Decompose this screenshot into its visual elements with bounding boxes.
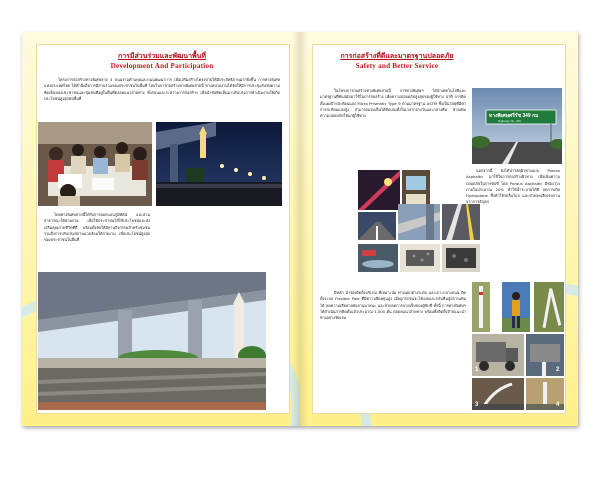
- road-night-photo: [358, 212, 396, 240]
- park-under-expressway-photo: [38, 272, 266, 410]
- pole-test-truck-photo: [472, 334, 524, 376]
- brochure-spread: [22, 32, 578, 426]
- pole-restored-photo: [526, 378, 564, 410]
- highway-sign-sub: Highway No. 349: [498, 119, 521, 123]
- left-paragraph-1: โครงการก่อสร้างทางพิเศษสาย 4 ถนนรามคำแหงและถนนพัฒนาการ เพื่อเสริมสร้างโครงข่ายให้มีประสิทธิภาพมากยิ่งขึ้น การทางพิเศษแห่งประเทศไทย ได้คำนึงถึงการมีส่วนร่วมของประชาชนในพื้นที่ โดยในการก่อสร้างทางพิเศษสายนี้ ทางหน่วยงานได้จัดให้มีการประชุมรับฟังความคิดเห็นของประชาชนและชุมชนที่อยู่ในพื้นที่ตลอดแนวสายทาง ทั้งก่อนและระหว่างการก่อสร้าง เพื่อนำข้อคิดเห็นมาปรับปรุงการดำเนินงานให้เกิดประโยชน์สูงสุดต่อพื้นที่: [44, 77, 280, 101]
- left-page: [22, 32, 300, 426]
- meeting-photo: [38, 122, 152, 206]
- wet-road-photo: [358, 244, 398, 272]
- photo-number-3: 3: [475, 402, 479, 408]
- asphalt-sample-photo: [400, 244, 440, 272]
- pole-impact-photo: [526, 334, 564, 376]
- left-title-th: การมีส่วนร่วมและพัฒนาพื้นที่: [117, 52, 207, 60]
- right-title-en: Safety and Better Service: [355, 62, 439, 70]
- right-paragraph-3: มีหลัก นำร่องติดตั้งบริเวณ ที่เหมาะสม ทางแยกต่างระดับ และเกาะกลางถนน ติดตั้งระบบ Flexible Pole ที่มีความยืดหยุ่นสูง เมื่อถูกรถชนจะโค้งงอและกลับคืนสู่สภาพเดิมได้ ลดความเสียหายต่อยานพาหนะ และช่วยลดการบาดเจ็บของผู้ขับขี่ ทั้งนี้ การทางพิเศษฯ ได้ดำเนินการติดตั้งแล้วประมาณ 1,500 ต้น ตลอดแนวสายทาง พร้อมทั้งติดตั้งป้ายแนะนำทางอย่างชัดเจน: [320, 290, 466, 321]
- reflective-sign-photo: [358, 170, 400, 210]
- photo-number-2: 2: [556, 367, 560, 373]
- flexible-pole-photo: [472, 282, 490, 332]
- page-gutter: [292, 32, 308, 426]
- photo-number-1: 1: [475, 367, 479, 373]
- right-paragraph-2: นอกจากนี้ ยังได้นำวัสดุผิวทางแบบ Porous Asphaltic มาใช้ในการก่อสร้างผิวทาง เพื่อเพิ่มความปลอดภัยในการขับขี่ โดย Porous Asphaltic มีช่องว่างภายในประมาณ 20% ทำให้น้ำระบายได้ดี ลดการเกิด Hydroplane ซึ่งทำให้รถลื่นไถล และช่วยลดเสียงรบกวนจากการสัญจร: [466, 168, 560, 205]
- right-paragraph-1: ในโครงการก่อสร้างทางพิเศษสายนี้ การทางพิเศษฯ ได้นำเทคโนโลยีและมาตรฐานที่ทันสมัยมาใช้ในการก่อสร้าง เพื่อความปลอดภัยสูงสุดของผู้ใช้ทาง อาทิ การติดตั้งแผงป้ายสะท้อนแสง Micro Prismatic Type 9 ตามมาตรฐาน ASTM ซึ่งเป็นวัสดุที่มีค่าการสะท้อนแสงสูง สามารถมองเห็นได้ชัดเจนทั้งในเวลากลางวันและกลางคืน ช่วยเพิ่มความปลอดภัยให้แก่ผู้ใช้ทาง: [320, 88, 466, 119]
- expressway-aerial-photo: [398, 204, 440, 240]
- night-expressway-photo: [156, 122, 282, 206]
- pole-field-photo: [534, 282, 564, 332]
- right-page: [300, 32, 578, 426]
- highway-sign-main: ทางพิเศษศรีรัช 349 กม: [489, 113, 539, 119]
- photo-number-4: 4: [556, 402, 560, 408]
- left-title-en: Development And Participation: [110, 62, 214, 70]
- person-with-pole-photo: [502, 282, 530, 332]
- right-title-th: การก่อสร้างที่ดีและมาตรฐานปลอดภัย: [340, 52, 454, 60]
- pole-bend-photo: [472, 378, 524, 410]
- highway-sign-photo: [472, 88, 562, 164]
- left-paragraph-2: โดยทางพิเศษสายนี้ได้รับการออกแบบภูมิทัศน์ และสวนสาธารณะใต้ทางด่วน เพื่อให้ประชาชนได้ใช้ประโยชน์และส่งเสริมคุณภาพชีวิตที่ดี พร้อมทั้งจัดให้มีลานกิจกรรมสำหรับชุมชน รวมถึงการปรับปรุงสภาพแวดล้อมให้สวยงาม เพื่อประโยชน์สูงสุดของประชาชนในพื้นที่: [44, 212, 150, 243]
